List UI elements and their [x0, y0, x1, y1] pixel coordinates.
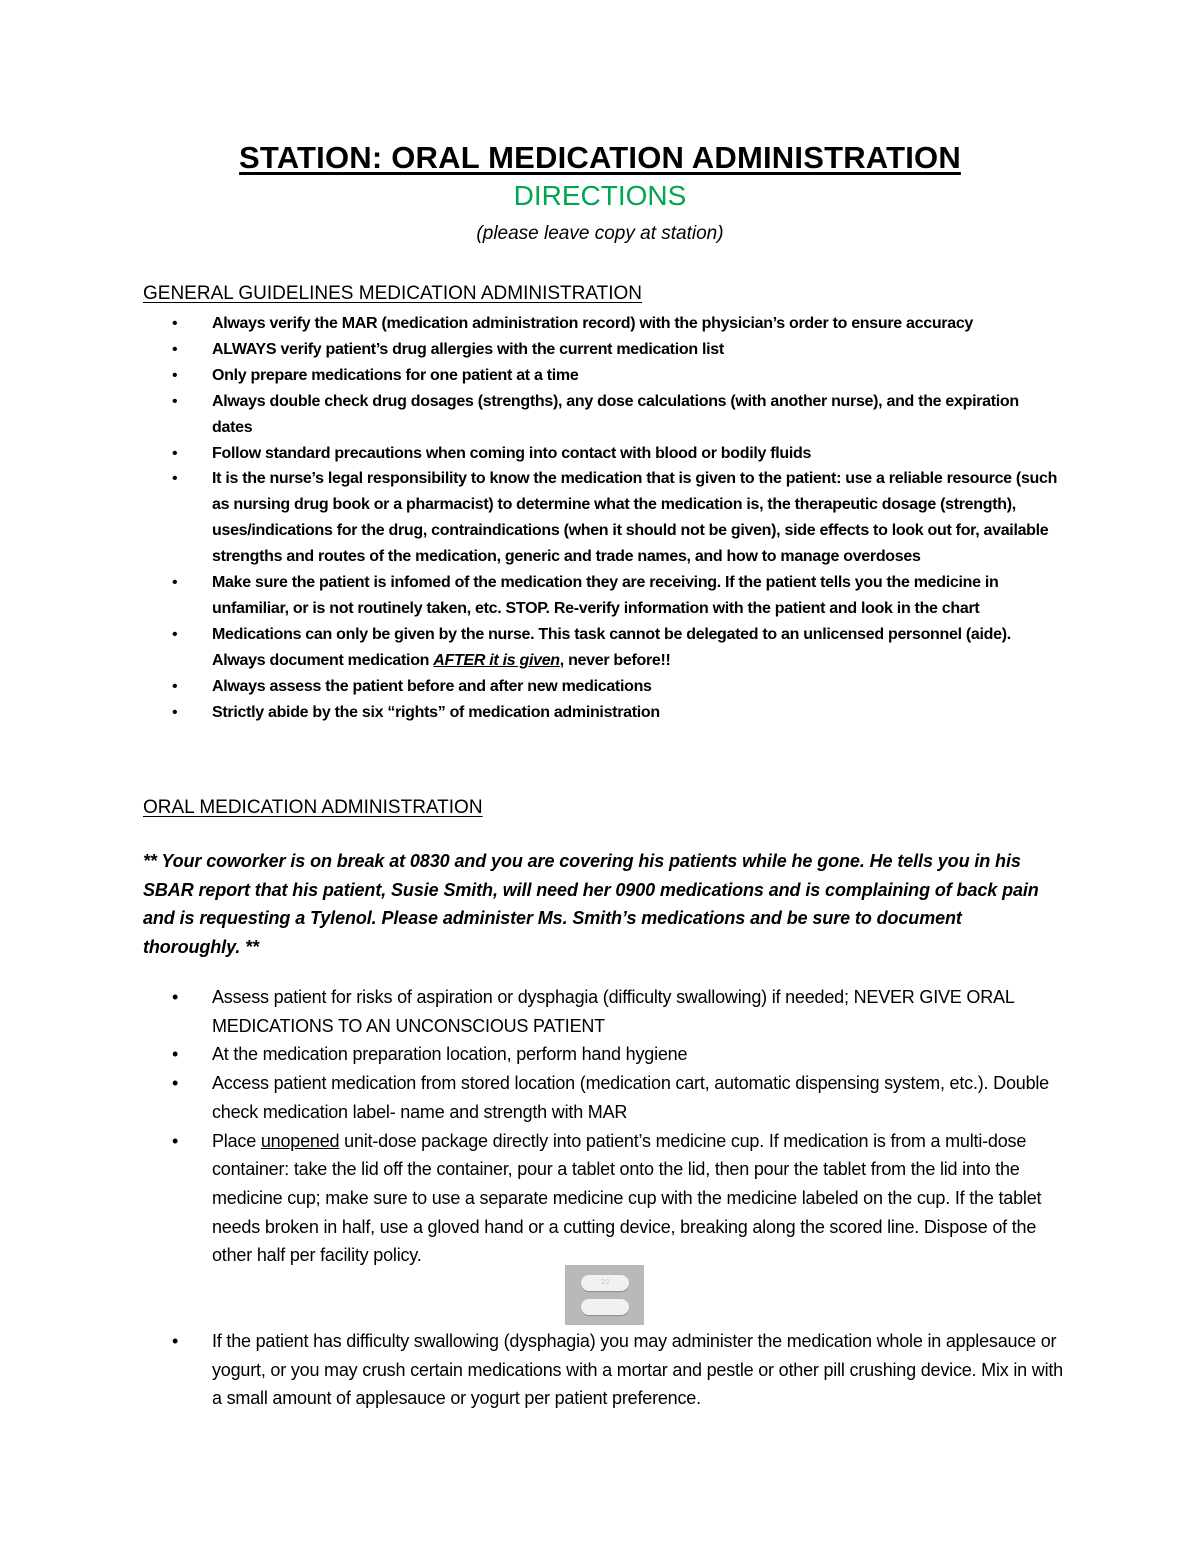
station-note: (please leave copy at station): [476, 223, 724, 244]
list-item: • At the medication preparation location, perform hand hygiene: [143, 1040, 1063, 1069]
list-item: • Only prepare medications for one patient at a time: [143, 363, 1063, 389]
scenario-paragraph: ** Your coworker is on break at 0830 and you are covering his patients while he gone. He tells you in his SBAR report that his patient, Susie Smith, will need her 0900 medications and is complaining of back pain and is requesting a Tylenol. Please administer Ms. Smith’s medications and be sure to document thoroughly. **: [143, 851, 1039, 958]
list-item-delegation: • Medications can only be given by the nurse. This task cannot be delegated to an unlicensed personnel (aide). Always document medication AFTER it is given, never before!!: [143, 622, 1063, 674]
tablet-photo-icon: [565, 1265, 644, 1325]
list-item: • Access patient medication from stored location (medication cart, automatic dispensing system, etc.). Double check medication label- name and strength with MAR: [143, 1069, 1063, 1126]
bullet-icon: •: [172, 677, 178, 695]
bullet-icon: •: [172, 1331, 179, 1351]
bullet-icon: •: [172, 1044, 179, 1065]
directions-subtitle: DIRECTIONS: [513, 180, 687, 211]
list-item: • Strictly abide by the six “rights” of medication administration: [143, 700, 1063, 726]
list-item: • Always assess the patient before and after new medications: [143, 674, 1063, 700]
page-title: STATION: ORAL MEDICATION ADMINISTRATION: [239, 140, 961, 175]
oral-steps-list: [143, 983, 1063, 1270]
list-item: • Make sure the patient is infomed of the medication they are receiving. If the patient tells you the medicine in unfamiliar, or is not routinely taken, etc. STOP. Re-verify information with the patient and look in the chart: [143, 570, 1063, 622]
bullet-icon: •: [172, 340, 178, 358]
tablet-bottom: [581, 1299, 629, 1315]
list-item: • It is the nurse’s legal responsibility to know the medication that is given to the patient: use a reliable resource (such as nursing drug book or a pharmacist) to determine what the medication is, the therapeutic dosage (strength), uses/indications for the drug, contraindications (when it should not be given), side effects to look out for, available strengths and routes of the medication, generic and trade names, and how to manage overdoses: [143, 466, 1063, 570]
bullet-icon: •: [172, 315, 178, 332]
unopened-emphasis: unopened: [260, 1130, 340, 1151]
oral-steps-list-continued: [143, 1327, 1063, 1413]
list-item: • If the patient has difficulty swallowing (dysphagia) you may administer the medication whole in applesauce or yogurt, or you may crush certain medications with a mortar and pestle or other pill crushing device. Mix in with a small amount of applesauce or yogurt per patient preference.: [143, 1327, 1063, 1413]
after-given-emphasis: AFTER it is given: [433, 651, 560, 669]
bullet-icon: •: [172, 1073, 179, 1094]
general-guidelines-heading: GENERAL GUIDELINES MEDICATION ADMINISTRATION: [143, 283, 642, 304]
list-item: • Follow standard precautions when coming into contact with blood or bodily fluids: [143, 441, 1063, 467]
list-item: • Always verify the MAR (medication administration record) with the physician’s order to ensure accuracy: [143, 311, 1063, 337]
bullet-icon: •: [172, 574, 178, 592]
oral-administration-heading: ORAL MEDICATION ADMINISTRATION: [143, 797, 483, 818]
general-guidelines-list: [143, 311, 1063, 726]
bullet-icon: •: [172, 703, 178, 721]
bullet-icon: •: [172, 625, 178, 643]
list-item: • ALWAYS verify patient’s drug allergies with the current medication list: [143, 337, 1063, 363]
bullet-icon: •: [172, 987, 179, 1007]
list-item: • Assess patient for risks of aspiration or dysphagia (difficulty swallowing) if needed; NEVER GIVE ORAL MEDICATIONS TO AN UNCONSCIOUS PATIENT: [143, 983, 1063, 1040]
bullet-icon: •: [172, 392, 178, 410]
list-item: • Always double check drug dosages (strengths), any dose calculations (with another nurse), and the expiration dates: [143, 389, 1063, 441]
list-item-place-step: • Place unopened unit-dose package directly into patient’s medicine cup. If medication is from a multi-dose container: take the lid off the container, pour a tablet onto the lid, then pour the tablet from the lid into the medicine cup; make sure to use a separate medicine cup with the medicine labeled on the cup. If the tablet needs broken in half, use a gloved hand or a cutting device, breaking along the scored line. Dispose of the other half per facility policy.: [143, 1127, 1063, 1271]
bullet-icon: •: [172, 366, 178, 384]
bullet-icon: •: [172, 444, 178, 462]
bullet-icon: •: [172, 1130, 179, 1151]
bullet-icon: •: [172, 470, 178, 488]
tablet-top: 22: [581, 1275, 629, 1291]
